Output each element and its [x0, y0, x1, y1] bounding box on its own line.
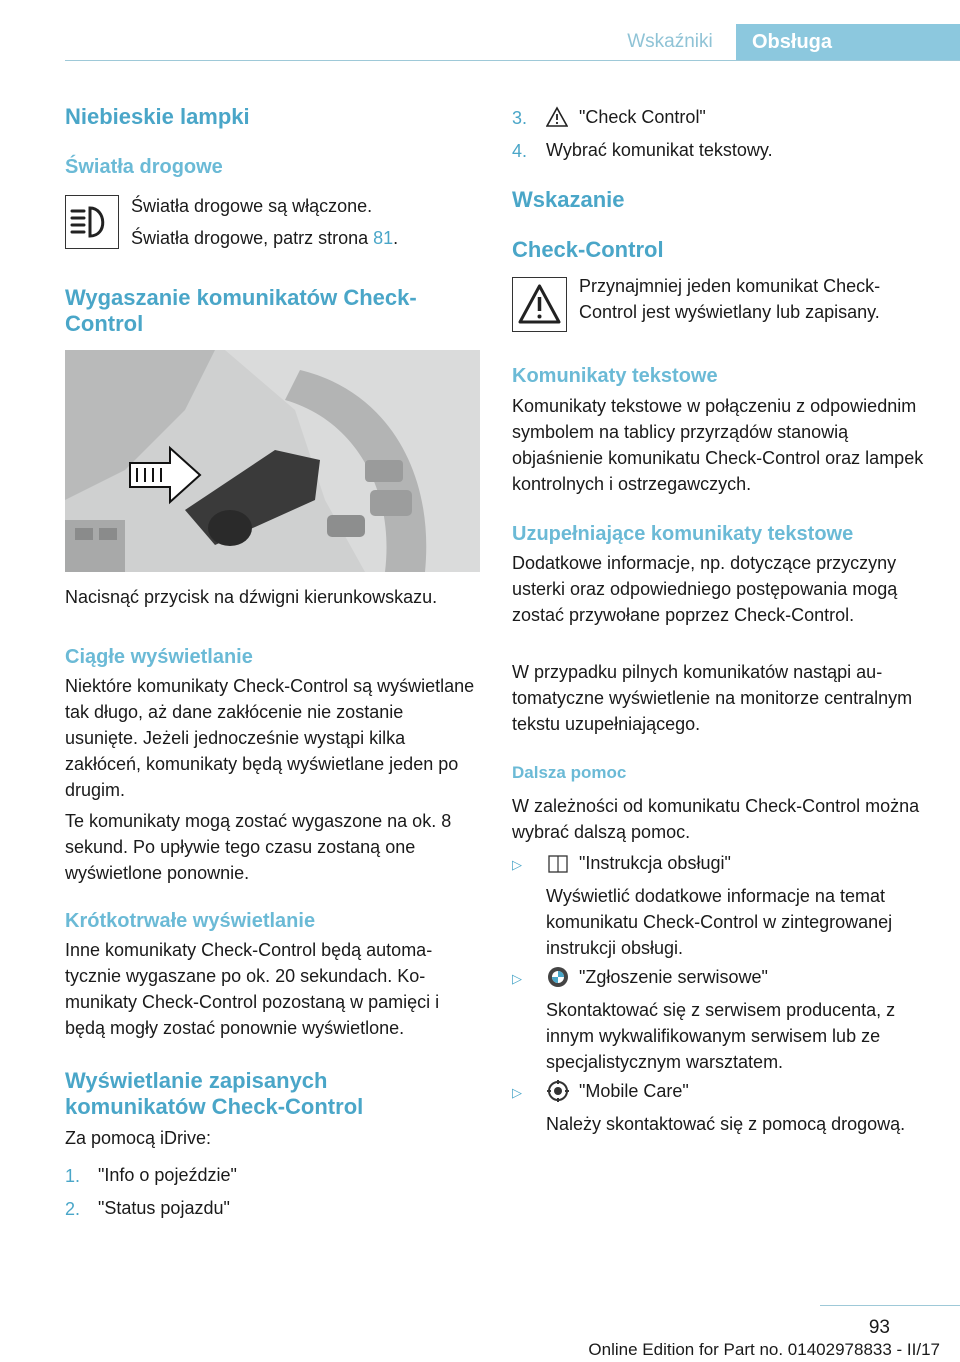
dalsza-paragraph: W zależności od komunikatu Check-Control można wybrać dalszą pomoc. [512, 796, 920, 842]
ciagle-paragraph-1: Niektóre komunikaty Check-Control są wyświetlane tak długo, aż dane zakłócenie nie zostanie usunięte. Jeżeli jednocześnie wystąpi kilka zakłóceń, komunikaty będą wyświetlane jeden po drugim. [65, 676, 475, 800]
bullet-text-1: Wyświetlić dodatkowe informacje na temat komunikatu Check-Control w zintegrowanej instrukcji obsługi. [546, 886, 893, 958]
step-text-2: "Status pojazdu" [98, 1198, 230, 1218]
bullet-marker-3: ▷ [512, 1085, 522, 1100]
photo-caption: Nacisnąć przycisk na dźwigni kierunkowskazu. [65, 587, 438, 607]
edition-footer: Online Edition for Part no. 01402978833 - II/17 [588, 1340, 940, 1359]
heading-check-control: Check-Control [512, 237, 664, 262]
ciagle-paragraph-2: Te komunikaty mogą zostać wygaszone na ok. 8 sekund. Po upływie tego czasu zostaną one wyświetlone ponownie. [65, 811, 452, 883]
tab-wskazniki[interactable]: Wskaźniki [627, 31, 713, 52]
high-beam-icon [65, 195, 119, 249]
heading-uzupelniajace: Uzupełniające komunikaty tekstowe [512, 523, 854, 545]
swiatla-text-2 [131, 225, 398, 251]
swiatla-text-1: Światła drogowe są włączone. [131, 196, 373, 216]
komunikaty-paragraph: Komunikaty tekstowe w połączeniu z odpowiednim symbolem na tablicy przyrządów stanowią objaśnienie komunikatu Check-Control oraz lampek kontrolnych i ostrzegawczych. [512, 396, 924, 494]
zapisanych-intro: Za pomocą iDrive: [65, 1128, 212, 1148]
step-number-4: 4. [512, 141, 528, 161]
swiatla-text-2-prefix: Światła drogowe, patrz strona [131, 228, 374, 248]
step-text-3: "Check Control" [579, 107, 706, 127]
swiatla-text-2-suffix: . [393, 228, 399, 248]
service-request-icon [546, 965, 570, 989]
warning-triangle-icon [546, 106, 568, 128]
footer-rule [820, 1305, 960, 1306]
krotko-paragraph: Inne komunikaty Check-Control będą automatycznie wygaszane po ok. 20 sekundach. Komunikaty Check-Control pozostaną w pamięci i będą mogły zostać ponownie wyświetlone. [65, 940, 440, 1038]
step-text-4: Wybrać komunikat tekstowy. [546, 140, 773, 160]
step-text-1: "Info o pojeździe" [98, 1165, 237, 1185]
heading-ciagle: Ciągłe wyświetlanie [65, 646, 253, 668]
check-control-text: Przynajmniej jeden komunikat Check-Control jest wyświetlany lub zapisany. [579, 276, 881, 322]
bullet-marker-2: ▷ [512, 971, 522, 986]
bullet-title-3: "Mobile Care" [579, 1081, 689, 1101]
uzupelniajace-paragraph-2: W przypadku pilnych komunikatów nastąpi automatyczne wyświetlenie na monitorze centralnym tekstu uzupełniającego. [512, 662, 913, 734]
bullet-text-3: Należy skontaktować się z pomocą drogową. [546, 1114, 906, 1134]
heading-swiatla-drogowe: Światła drogowe [65, 156, 223, 178]
heading-dalsza-pomoc: Dalsza pomoc [512, 763, 627, 782]
tab-obsluga[interactable]: Obsługa [736, 24, 960, 60]
step-number-2: 2. [65, 1199, 81, 1219]
heading-zapisanych: Wyświetlanie zapisanych komunikatów Check-Control [65, 1068, 364, 1119]
heading-niebieskie-lampki: Niebieskie lampki [65, 104, 250, 129]
book-icon [547, 853, 569, 875]
header-rule [65, 60, 960, 61]
step-number-3: 3. [512, 108, 528, 128]
page-link-81[interactable]: 81 [373, 228, 394, 248]
heading-wygaszanie: Wygaszanie komunikatów Check- Control [65, 285, 417, 336]
bullet-text-2: Skontaktować się z serwisem producenta, z innym wykwalifikowanym serwisem lub ze specjalistycznym warsztatem. [546, 1000, 896, 1072]
check-control-warning-icon [512, 277, 567, 332]
turn-signal-lever-photo [65, 350, 480, 572]
page-number: 93 [868, 1317, 890, 1338]
heading-krotkotrwale: Krótkotrwałe wyświetlanie [65, 910, 316, 932]
uzupelniajace-paragraph-1: Dodatkowe informacje, np. dotyczące przyczyny usterki oraz odpowiedniego postępowania mogą zostać przywołane poprzez Check-Control. [512, 553, 898, 625]
bullet-marker-1: ▷ [512, 857, 522, 872]
heading-wskazanie: Wskazanie [512, 187, 625, 212]
step-number-1: 1. [65, 1166, 81, 1186]
mobile-care-icon [546, 1079, 570, 1103]
bullet-title-1: "Instrukcja obsługi" [579, 853, 731, 873]
heading-komunikaty-tekstowe: Komunikaty tekstowe [512, 365, 718, 387]
bullet-title-2: "Zgłoszenie serwisowe" [579, 967, 768, 987]
